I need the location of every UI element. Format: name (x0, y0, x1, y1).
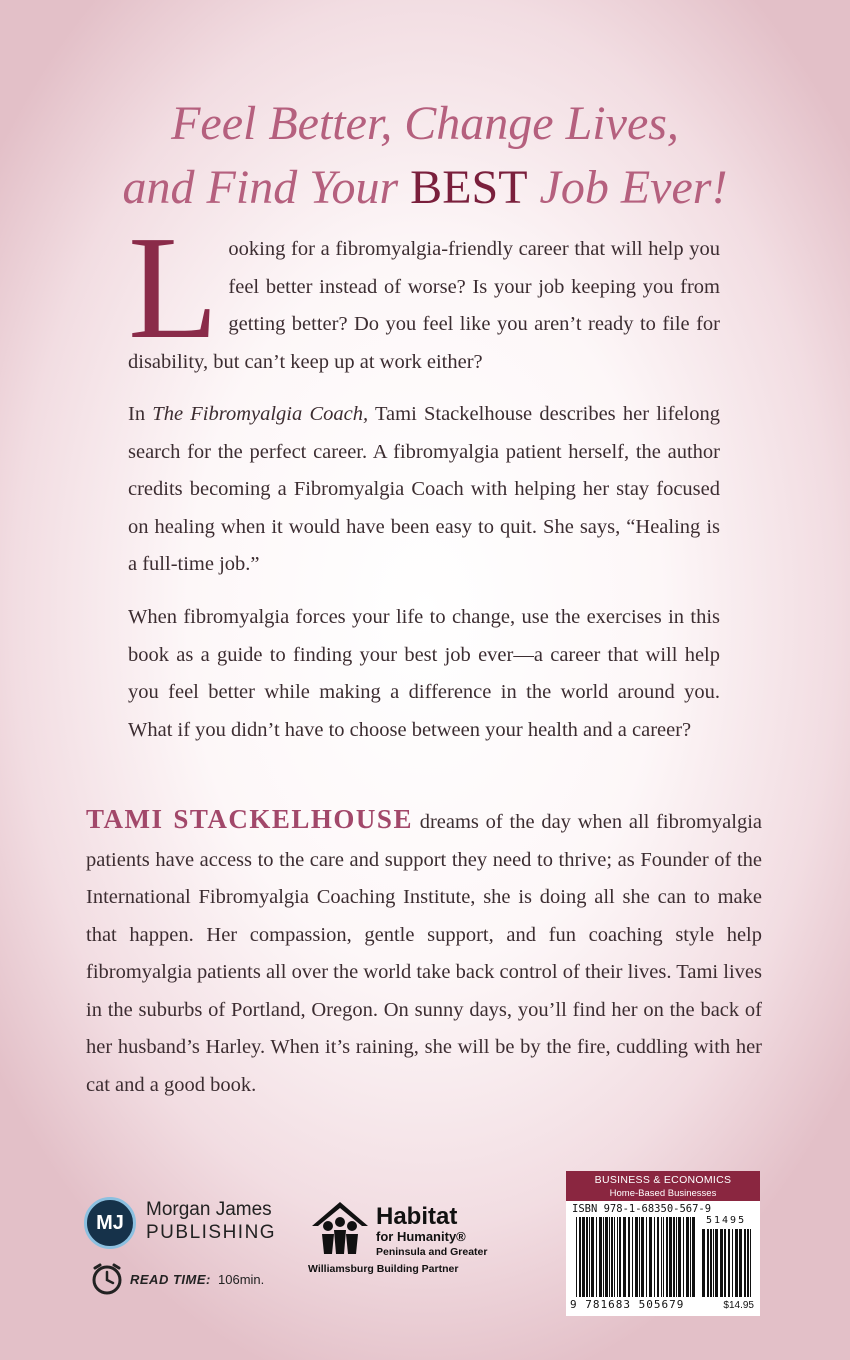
barcode-bar (639, 1217, 640, 1297)
habitat-partner: Williamsburg Building Partner (308, 1263, 459, 1275)
isbn-text: ISBN 978-1-68350-567-9 (572, 1203, 712, 1215)
barcode-bar (750, 1229, 751, 1297)
barcode-bar (646, 1217, 647, 1297)
barcode-bar (596, 1217, 597, 1297)
barcode-bar (728, 1229, 730, 1297)
barcode-bar (692, 1217, 695, 1297)
barcode-bar (586, 1217, 588, 1297)
barcode-bar (720, 1229, 723, 1297)
headline-line-2-start: and Find Your (122, 161, 411, 214)
author-name: TAMI STACKELHOUSE (86, 804, 413, 834)
intro-paragraph-text: ooking for a fibromyalgia-friendly career that will help you feel better instead of worse? Is your job keeping you from getting better? Do you feel like you aren’t ready to file for disability, but can’t keep up at work either? (128, 238, 720, 373)
barcode-bar (686, 1217, 689, 1297)
author-bio-text: dreams of the day when all fibromyalgia patients have access to the care and support they need to thrive; as Founder of the International Fibromyalgia Coaching Institute, she is doing all she can to make that happen. Her compassion, gentle support, and fun coaching style help fibromyalgia patients all over the world take back control of their lives. Tami lives in the suburbs of Portland, Oregon. On sunny days, you’ll find her on the back of her husband’s Harley. When it’s raining, she will be by the fire, cuddling with her cat and a good book. (86, 811, 762, 1096)
barcode-bar (632, 1217, 633, 1297)
ean-barcode (576, 1217, 698, 1297)
barcode-bar (744, 1229, 746, 1297)
publisher-logo (84, 1195, 324, 1255)
morgan-james-logo-icon: MJ (84, 1197, 136, 1249)
barcode-bar (683, 1217, 684, 1297)
habitat-name: Habitat (376, 1203, 458, 1230)
publisher-imprint: PUBLISHING (146, 1222, 277, 1243)
headline-best: BEST (410, 161, 528, 214)
barcode-bar (603, 1217, 604, 1297)
barcode-bar (715, 1229, 718, 1297)
barcode-bar (649, 1217, 652, 1297)
habitat-logo (308, 1196, 518, 1280)
barcode-bar (628, 1217, 630, 1297)
book-title: The Fibromyalgia Coach, (152, 403, 369, 425)
clock-icon (90, 1262, 126, 1296)
read-time-label: READ TIME: (130, 1272, 211, 1287)
barcode-bar (605, 1217, 608, 1297)
barcode-bar (619, 1217, 621, 1297)
drop-cap: L (128, 206, 219, 370)
barcode-bar (589, 1217, 590, 1297)
barcode-bar (724, 1229, 726, 1297)
barcode-bar (611, 1217, 613, 1297)
barcode-addon-number: 51495 (706, 1215, 747, 1226)
closing-paragraph: When fibromyalgia forces your life to change, use the exercises in this book as a guide to finding your best job ever—a career that will help you feel better while making a difference in the world around you. What if you didn’t have to choose between your health and a career? (128, 606, 720, 741)
read-time-value: 106min. (218, 1272, 265, 1287)
barcode-box (566, 1171, 760, 1316)
barcode-bar (663, 1217, 664, 1297)
barcode-bar (702, 1229, 705, 1297)
author-bio (86, 801, 762, 1104)
description-lead: In (128, 403, 153, 425)
barcode-bar (661, 1217, 662, 1297)
description-text: Tami Stackelhouse describes her lifelong search for the perfect career. A fibromyalgia patient herself, the author credits becoming a Fibromyalgia Coach with helping her stay focused on healing when it would have been easy to quit. She says, “Healing is a full-time job.” (128, 403, 721, 575)
barcode-bar (599, 1217, 602, 1297)
barcode-bar (591, 1217, 594, 1297)
bisac-band (566, 1171, 760, 1201)
bisac-subcategory: Home-Based Businesses (609, 1188, 717, 1199)
intro-paragraph (128, 206, 720, 381)
barcode-bar (582, 1217, 585, 1297)
barcode-bar (735, 1229, 738, 1297)
barcode-bar (713, 1229, 714, 1297)
barcode-bar (732, 1229, 733, 1297)
barcode-bar (614, 1217, 615, 1297)
barcode-bar (635, 1217, 638, 1297)
barcode-bar (747, 1229, 749, 1297)
headline-line-2-end: Job Ever! (527, 161, 728, 214)
barcode-bar (617, 1217, 618, 1297)
barcode-bar (707, 1229, 709, 1297)
barcode-bar (654, 1217, 655, 1297)
barcode-bar (609, 1217, 610, 1297)
addon-barcode (702, 1229, 754, 1297)
read-time (90, 1262, 310, 1298)
habitat-house-icon (308, 1196, 372, 1260)
ean-number: 9 781683 505679 (570, 1298, 685, 1311)
barcode-bar (641, 1217, 644, 1297)
barcode-bar (657, 1217, 659, 1297)
barcode-bar (673, 1217, 675, 1297)
barcode-bar (690, 1217, 691, 1297)
publisher-name: Morgan James (146, 1199, 272, 1220)
habitat-chapter: Peninsula and Greater (376, 1246, 488, 1258)
barcode-bar (710, 1229, 712, 1297)
habitat-sub: for Humanity® (376, 1229, 466, 1244)
headline-line-1: Feel Better, Change Lives, (171, 97, 679, 150)
barcode-bar (576, 1217, 577, 1297)
barcode-bar (669, 1217, 672, 1297)
description-paragraph (128, 396, 720, 584)
barcode-bar (623, 1217, 626, 1297)
barcode-bar (666, 1217, 668, 1297)
price: $14.95 (723, 1300, 754, 1311)
barcode-bar (739, 1229, 742, 1297)
barcode-bar (676, 1217, 677, 1297)
headline (0, 92, 850, 220)
barcode-bar (678, 1217, 681, 1297)
barcode-bar (579, 1217, 581, 1297)
bisac-category: BUSINESS & ECONOMICS (594, 1174, 732, 1186)
